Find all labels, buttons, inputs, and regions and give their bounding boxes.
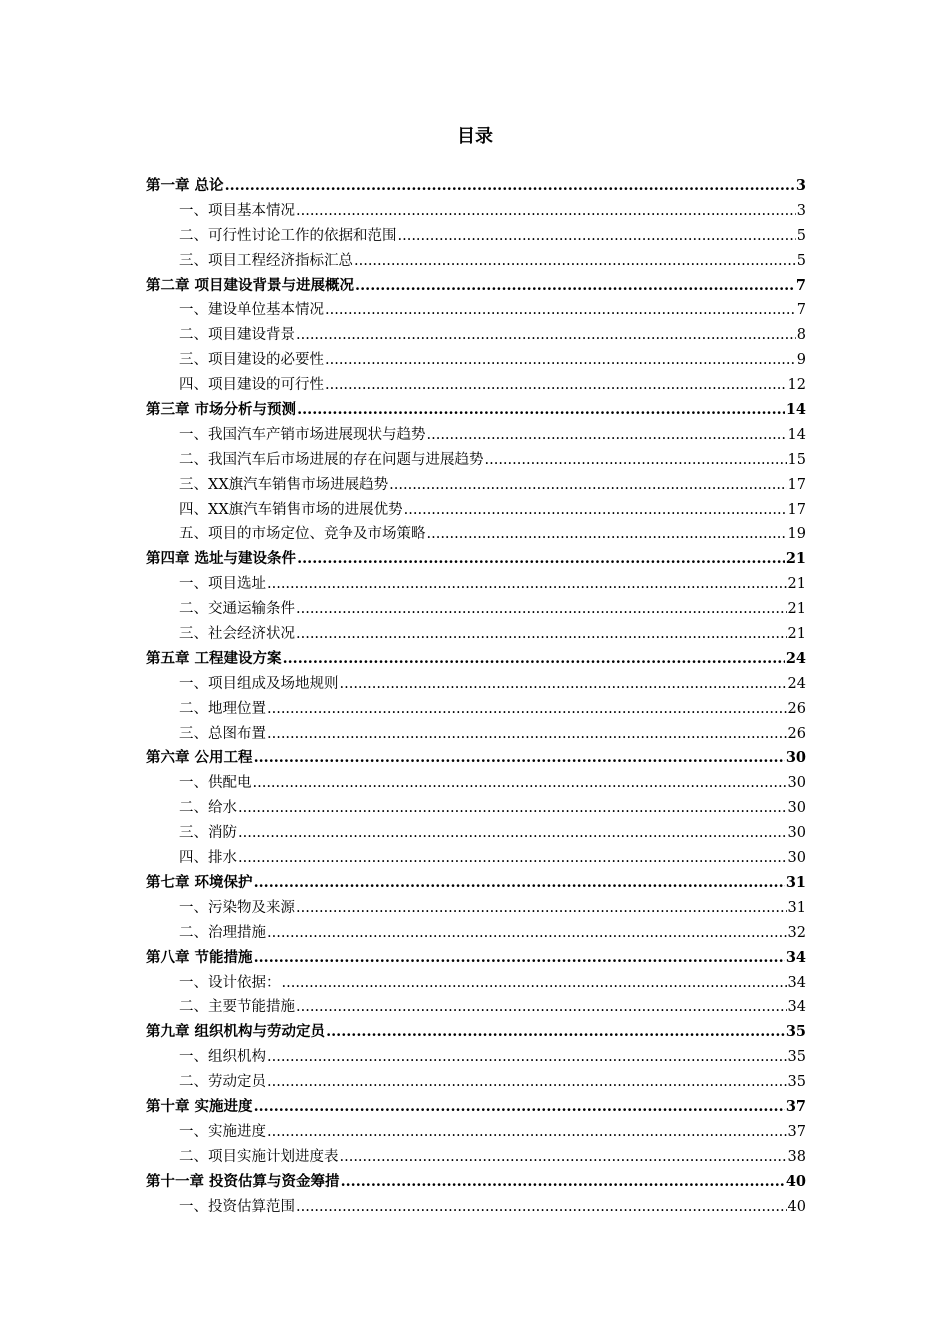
toc-dot-leader (225, 174, 795, 199)
toc-section-entry[interactable] (146, 199, 806, 224)
toc-page-number: 17 (787, 501, 806, 518)
toc-section-entry[interactable] (146, 846, 806, 871)
toc-page-number: 31 (785, 873, 806, 891)
toc-dot-leader (254, 946, 785, 971)
toc-entry-label: 二、我国汽车后市场进展的存在问题与进展趋势 (179, 451, 484, 468)
toc-page-number: 34 (787, 999, 806, 1016)
toc-page-number: 38 (787, 1148, 806, 1165)
toc-entry-label: 二、劳动定员 (179, 1074, 266, 1091)
toc-entry-label: 第六章 公用工程 (146, 749, 253, 767)
toc-section-entry[interactable] (146, 971, 806, 996)
toc-dot-leader (325, 373, 787, 398)
toc-entry-label: 一、供配电 (179, 775, 252, 792)
toc-page-number: 3 (795, 177, 806, 194)
toc-chapter-entry[interactable] (146, 647, 806, 672)
toc-chapter-entry[interactable] (146, 398, 806, 423)
toc-entry-label: 第七章 环境保护 (146, 873, 253, 891)
toc-entry-label: 三、总图布置 (179, 725, 266, 742)
toc-dot-leader (427, 423, 787, 448)
toc-entry-label: 第十一章 投资估算与资金筹措 (146, 1172, 340, 1190)
toc-entry-label: 二、主要节能措施 (179, 999, 295, 1016)
toc-page-number: 14 (785, 401, 806, 419)
toc-entry-label: 一、我国汽车产销市场进展现状与趋势 (179, 426, 426, 443)
toc-dot-leader (427, 522, 787, 547)
toc-chapter-entry[interactable] (146, 946, 806, 971)
toc-entry-label: 二、地理位置 (179, 700, 266, 717)
toc-page-number: 3 (796, 202, 806, 219)
toc-page-number: 12 (787, 377, 806, 394)
toc-page-number: 9 (796, 352, 806, 369)
toc-dot-leader (326, 1020, 785, 1045)
table-of-contents (146, 174, 806, 1219)
toc-dot-leader (238, 846, 787, 871)
toc-chapter-entry[interactable] (146, 174, 806, 199)
toc-entry-label: 五、项目的市场定位、竞争及市场策略 (179, 526, 426, 543)
toc-entry-label: 二、治理措施 (179, 924, 266, 941)
toc-section-entry[interactable] (146, 995, 806, 1020)
toc-section-entry[interactable] (146, 423, 806, 448)
toc-dot-leader (296, 597, 787, 622)
toc-section-entry[interactable] (146, 249, 806, 274)
toc-page-number: 21 (787, 626, 806, 643)
toc-dot-leader (296, 199, 796, 224)
toc-section-entry[interactable] (146, 597, 806, 622)
toc-dot-leader (267, 1120, 787, 1145)
toc-dot-leader (267, 1045, 787, 1070)
toc-section-entry[interactable] (146, 348, 806, 373)
toc-entry-label: 三、社会经济状况 (179, 626, 295, 643)
toc-page-number: 17 (787, 476, 806, 493)
toc-section-entry[interactable] (146, 697, 806, 722)
toc-dot-leader (296, 323, 796, 348)
toc-chapter-entry[interactable] (146, 274, 806, 299)
toc-section-entry[interactable] (146, 896, 806, 921)
toc-chapter-entry[interactable] (146, 746, 806, 771)
toc-dot-leader (296, 1195, 787, 1220)
toc-section-entry[interactable] (146, 921, 806, 946)
toc-dot-leader (254, 746, 785, 771)
toc-entry-label: 一、项目基本情况 (179, 202, 295, 219)
toc-entry-label: 一、设计依据： (179, 974, 281, 991)
toc-dot-leader (355, 274, 795, 299)
toc-entry-label: 二、给水 (179, 800, 237, 817)
toc-entry-label: 三、消防 (179, 825, 237, 842)
toc-dot-leader (354, 249, 796, 274)
toc-dot-leader (297, 547, 785, 572)
toc-section-entry[interactable] (146, 323, 806, 348)
toc-entry-label: 一、投资估算范围 (179, 1198, 295, 1215)
toc-page-number: 7 (796, 302, 806, 319)
toc-section-entry[interactable] (146, 722, 806, 747)
toc-dot-leader (267, 1070, 787, 1095)
toc-entry-label: 第四章 选址与建设条件 (146, 550, 297, 568)
toc-section-entry[interactable] (146, 1145, 806, 1170)
toc-section-entry[interactable] (146, 771, 806, 796)
toc-page-number: 37 (785, 1097, 806, 1115)
toc-title: 目录 (457, 126, 493, 147)
toc-section-entry[interactable] (146, 622, 806, 647)
toc-dot-leader (296, 622, 787, 647)
toc-entry-label: 三、XX旗汽车销售市场进展趋势 (179, 476, 389, 493)
toc-page-number: 21 (787, 601, 806, 618)
toc-entry-label: 四、XX旗汽车销售市场的进展优势 (179, 501, 403, 518)
toc-dot-leader (398, 224, 796, 249)
toc-section-entry[interactable] (146, 796, 806, 821)
toc-entry-label: 一、组织机构 (179, 1049, 266, 1066)
toc-entry-label: 第九章 组织机构与劳动定员 (146, 1023, 326, 1041)
toc-dot-leader (404, 498, 787, 523)
toc-entry-label: 二、项目建设背景 (179, 327, 295, 344)
toc-section-entry[interactable] (146, 672, 806, 697)
toc-dot-leader (325, 348, 796, 373)
toc-page-number: 30 (787, 825, 806, 842)
toc-section-entry[interactable] (146, 522, 806, 547)
toc-page-number: 21 (785, 550, 806, 568)
toc-section-entry[interactable] (146, 821, 806, 846)
toc-section-entry[interactable] (146, 1070, 806, 1095)
toc-section-entry[interactable] (146, 298, 806, 323)
toc-page-number: 24 (787, 675, 806, 692)
toc-page-number: 19 (787, 526, 806, 543)
toc-section-entry[interactable] (146, 373, 806, 398)
toc-page-number: 26 (787, 725, 806, 742)
toc-dot-leader (238, 796, 787, 821)
toc-page-number: 30 (787, 850, 806, 867)
toc-entry-label: 一、项目选址 (179, 576, 266, 593)
toc-entry-label: 一、实施进度 (179, 1123, 266, 1140)
toc-page-number: 35 (787, 1074, 806, 1091)
toc-entry-label: 三、项目工程经济指标汇总 (179, 252, 353, 269)
toc-section-entry[interactable] (146, 572, 806, 597)
toc-page-number: 32 (787, 924, 806, 941)
toc-page-number: 30 (785, 749, 806, 767)
toc-dot-leader (485, 448, 787, 473)
toc-dot-leader (340, 672, 787, 697)
toc-page-number: 14 (787, 426, 806, 443)
toc-page-number: 37 (787, 1123, 806, 1140)
toc-page-number: 26 (787, 700, 806, 717)
toc-dot-leader (296, 995, 787, 1020)
toc-chapter-entry[interactable] (146, 1170, 806, 1195)
toc-dot-leader (283, 647, 785, 672)
toc-dot-leader (297, 398, 785, 423)
toc-page-number: 35 (785, 1023, 806, 1041)
toc-entry-label: 第三章 市场分析与预测 (146, 401, 297, 419)
toc-entry-label: 第二章 项目建设背景与进展概况 (146, 276, 355, 294)
toc-page-number: 5 (796, 227, 806, 244)
toc-entry-label: 四、排水 (179, 850, 237, 867)
toc-dot-leader (267, 722, 787, 747)
toc-page-number: 24 (785, 649, 806, 667)
toc-entry-label: 一、污染物及来源 (179, 899, 295, 916)
toc-page-number: 34 (785, 948, 806, 966)
toc-dot-leader (238, 821, 787, 846)
toc-entry-label: 四、项目建设的可行性 (179, 377, 324, 394)
toc-entry-label: 第十章 实施进度 (146, 1097, 253, 1115)
toc-entry-label: 二、交通运输条件 (179, 601, 295, 618)
toc-entry-label: 二、可行性讨论工作的依据和范围 (179, 227, 397, 244)
toc-page-number: 30 (787, 775, 806, 792)
toc-chapter-entry[interactable] (146, 547, 806, 572)
toc-entry-label: 二、项目实施计划进度表 (179, 1148, 339, 1165)
toc-chapter-entry[interactable] (146, 871, 806, 896)
toc-section-entry[interactable] (146, 473, 806, 498)
toc-section-entry[interactable] (146, 498, 806, 523)
toc-dot-leader (267, 572, 787, 597)
toc-dot-leader (282, 971, 787, 996)
toc-page-number: 35 (787, 1049, 806, 1066)
toc-entry-label: 第八章 节能措施 (146, 948, 253, 966)
toc-dot-leader (296, 896, 787, 921)
toc-entry-label: 一、项目组成及场地规则 (179, 675, 339, 692)
toc-page-number: 5 (796, 252, 806, 269)
toc-section-entry[interactable] (146, 448, 806, 473)
toc-dot-leader (325, 298, 796, 323)
toc-section-entry[interactable] (146, 1195, 806, 1220)
toc-page-number: 40 (787, 1198, 806, 1215)
toc-section-entry[interactable] (146, 1045, 806, 1070)
toc-page-number: 40 (785, 1172, 806, 1190)
toc-entry-label: 一、建设单位基本情况 (179, 302, 324, 319)
toc-entry-label: 第五章 工程建设方案 (146, 649, 282, 667)
toc-section-entry[interactable] (146, 1120, 806, 1145)
toc-dot-leader (254, 1095, 785, 1120)
toc-entry-label: 三、项目建设的必要性 (179, 352, 324, 369)
toc-page-number: 8 (796, 327, 806, 344)
toc-section-entry[interactable] (146, 224, 806, 249)
toc-dot-leader (341, 1170, 785, 1195)
toc-page-number: 31 (787, 899, 806, 916)
toc-chapter-entry[interactable] (146, 1095, 806, 1120)
toc-page-number: 7 (795, 276, 806, 294)
toc-page-number: 15 (787, 451, 806, 468)
toc-chapter-entry[interactable] (146, 1020, 806, 1045)
toc-dot-leader (389, 473, 786, 498)
toc-dot-leader (267, 921, 787, 946)
toc-page-number: 34 (787, 974, 806, 991)
toc-dot-leader (340, 1145, 787, 1170)
toc-page-number: 30 (787, 800, 806, 817)
toc-entry-label: 第一章 总论 (146, 177, 224, 194)
toc-page-number: 21 (787, 576, 806, 593)
toc-dot-leader (267, 697, 787, 722)
toc-dot-leader (253, 771, 787, 796)
toc-dot-leader (254, 871, 785, 896)
